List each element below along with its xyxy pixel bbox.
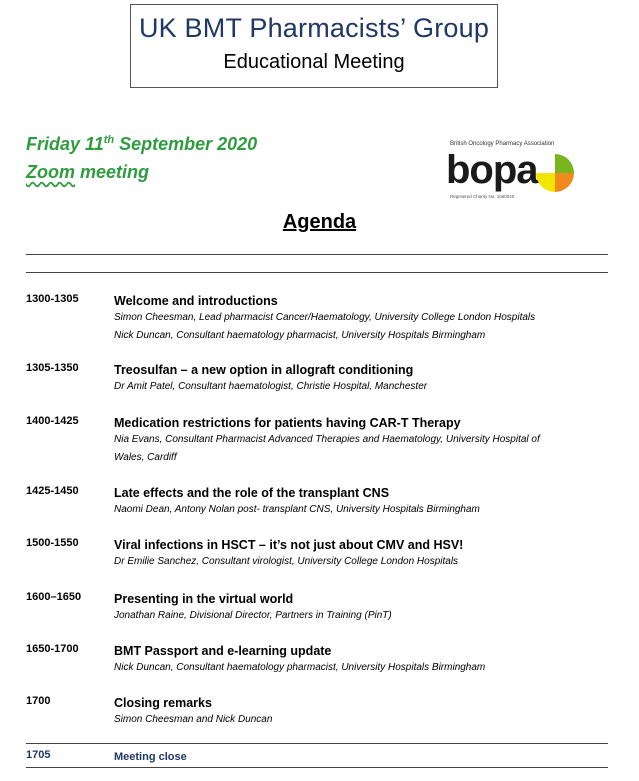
agenda-speaker: Simon Cheesman and Nick Duncan: [114, 714, 273, 725]
agenda-time: 1400-1425: [26, 415, 79, 427]
agenda-speaker: Nick Duncan, Consultant haematology pharmacist, University Hospitals Birmingham: [114, 662, 486, 673]
agenda-speaker: Nick Duncan, Consultant haematology pharmacist, University Hospitals Birmingham: [114, 330, 486, 341]
agenda-topic: Viral infections in HSCT – it’s not just about CMV and HSV!: [114, 538, 464, 552]
event-date-prefix: Friday 11: [26, 134, 104, 154]
agenda-topic: Medication restrictions for patients having CAR-T Therapy: [114, 416, 461, 430]
closing-time: 1705: [26, 749, 51, 761]
logo-segment-green: [555, 154, 574, 173]
agenda-topic: BMT Passport and e-learning update: [114, 644, 332, 658]
agenda-topic: Closing remarks: [114, 696, 212, 710]
logo-charity: Registered Charity No. 1060020: [450, 194, 515, 199]
bopa-logo: [444, 137, 579, 203]
agenda-speaker: Simon Cheesman, Lead pharmacist Cancer/Haematology, University College London Hospitals: [114, 312, 536, 323]
divider: [26, 767, 608, 768]
agenda-speaker: Nia Evans, Consultant Pharmacist Advanced Therapies and Haematology, University Hospital of: [114, 434, 540, 445]
agenda-speaker: Naomi Dean, Antony Nolan post- transplant CNS, University Hospitals Birmingham: [114, 504, 480, 515]
event-venue-word: Zoom: [26, 162, 75, 182]
agenda-time: 1650-1700: [26, 643, 79, 655]
logo-org-name: British Oncology Pharmacy Association: [450, 141, 555, 147]
divider: [26, 272, 608, 273]
agenda-speaker: Wales, Cardiff: [114, 452, 177, 463]
logo-segment-yellow: [536, 173, 555, 192]
agenda-topic: Welcome and introductions: [114, 294, 278, 308]
agenda-time: 1500-1550: [26, 537, 79, 549]
agenda-speaker: Dr Emilie Sanchez, Consultant virologist, University College London Hospitals: [114, 556, 459, 567]
agenda-topic: Presenting in the virtual world: [114, 592, 294, 606]
agenda-heading: Agenda: [282, 211, 357, 233]
agenda-time: 1425-1450: [26, 485, 79, 497]
page-subtitle: Educational Meeting: [223, 51, 405, 73]
agenda-topic: Late effects and the role of the transplant CNS: [114, 486, 390, 500]
divider: [26, 254, 608, 255]
event-venue: [26, 162, 149, 183]
agenda-time: 1305-1350: [26, 362, 79, 374]
agenda-time: 1600–1650: [26, 591, 82, 603]
title-box: [130, 4, 498, 88]
agenda-speaker: Jonathan Raine, Divisional Director, Partners in Training (PinT): [114, 610, 392, 621]
event-date-suffix: th: [103, 134, 115, 146]
agenda-topic: Treosulfan – a new option in allograft conditioning: [114, 363, 414, 377]
agenda-time: 1700: [26, 695, 51, 707]
logo-circle: [536, 154, 574, 192]
logo-wordmark: bopa: [446, 148, 538, 192]
logo-segment-orange: [555, 173, 574, 192]
event-date-rest: September 2020: [114, 134, 258, 154]
event-venue-rest: meeting: [75, 162, 150, 182]
closing-topic: Meeting close: [114, 751, 187, 763]
event-date: [26, 134, 257, 155]
page-title: UK BMT Pharmacists’ Group: [138, 13, 490, 43]
agenda-time: 1300-1305: [26, 293, 79, 305]
divider: [26, 743, 608, 744]
agenda-speaker: Dr Amit Patel, Consultant haematologist, Christie Hospital, Manchester: [114, 381, 428, 392]
